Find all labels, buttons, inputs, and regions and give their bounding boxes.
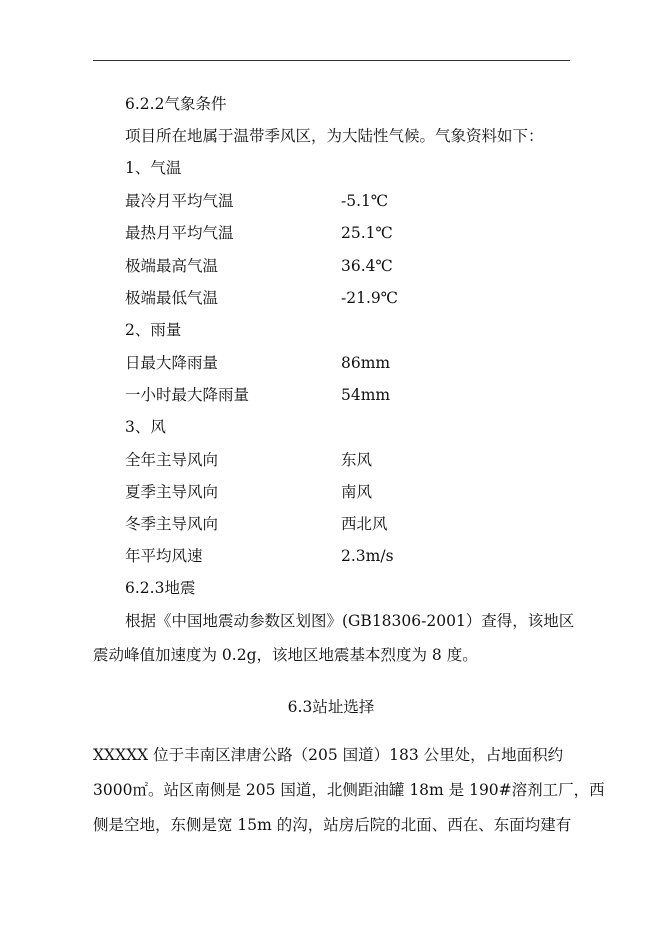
rain-value-hourly-max: 54mm xyxy=(341,386,391,404)
site-text-line-2: 3000㎡。站区南侧是 205 国道，北侧距油罐 18m 是 190#溶剂工厂，西 xyxy=(93,781,605,799)
site-text-line-1: XXXXX 位于丰南区津唐公路（205 国道）183 公里处，占地面积约 xyxy=(93,746,564,764)
weather-intro: 项目所在地属于温带季风区，为大陆性气候。气象资料如下： xyxy=(125,127,544,145)
temp-label-extreme-low: 极端最低气温 xyxy=(125,289,219,307)
wind-label-annual-direction: 全年主导风向 xyxy=(125,451,219,469)
temp-value-extreme-high: 36.4℃ xyxy=(341,257,393,275)
wind-label-winter-direction: 冬季主导风向 xyxy=(125,515,219,533)
temperature-heading: 1、气温 xyxy=(125,159,182,177)
section-heading-earthquake: 6.2.3地震 xyxy=(125,579,196,597)
temp-label-hottest-month: 最热月平均气温 xyxy=(125,224,234,242)
rain-label-hourly-max: 一小时最大降雨量 xyxy=(125,386,250,404)
temp-value-coldest-month: -5.1℃ xyxy=(341,192,389,210)
site-text-line-3: 侧是空地，东侧是宽 15m 的沟，站房后院的北面、西在、东面均建有 xyxy=(93,816,572,834)
wind-value-winter-direction: 西北风 xyxy=(341,515,388,533)
wind-value-annual-direction: 东风 xyxy=(341,451,373,469)
wind-heading: 3、风 xyxy=(125,418,166,436)
section-heading-weather: 6.2.2气象条件 xyxy=(125,95,227,113)
wind-label-average-speed: 年平均风速 xyxy=(125,547,203,565)
rain-label-daily-max: 日最大降雨量 xyxy=(125,354,219,372)
temp-value-hottest-month: 25.1℃ xyxy=(341,224,393,242)
wind-value-summer-direction: 南风 xyxy=(341,483,373,501)
temp-label-extreme-high: 极端最高气温 xyxy=(125,257,219,275)
rainfall-heading: 2、雨量 xyxy=(125,321,182,339)
rain-value-daily-max: 86mm xyxy=(341,354,391,372)
header-rule xyxy=(93,60,570,61)
temp-value-extreme-low: -21.9℃ xyxy=(341,289,399,307)
earthquake-text-line-2: 震动峰值加速度为 0.2g，该地区地震基本烈度为 8 度。 xyxy=(93,646,478,664)
section-heading-site-selection: 6.3站址选择 xyxy=(287,698,375,716)
wind-value-average-speed: 2.3m/s xyxy=(341,547,394,565)
temp-label-coldest-month: 最冷月平均气温 xyxy=(125,192,234,210)
wind-label-summer-direction: 夏季主导风向 xyxy=(125,483,219,501)
earthquake-text-line-1: 根据《中国地震动参数区划图》(GB18306-2001）查得，该地区 xyxy=(125,612,575,630)
